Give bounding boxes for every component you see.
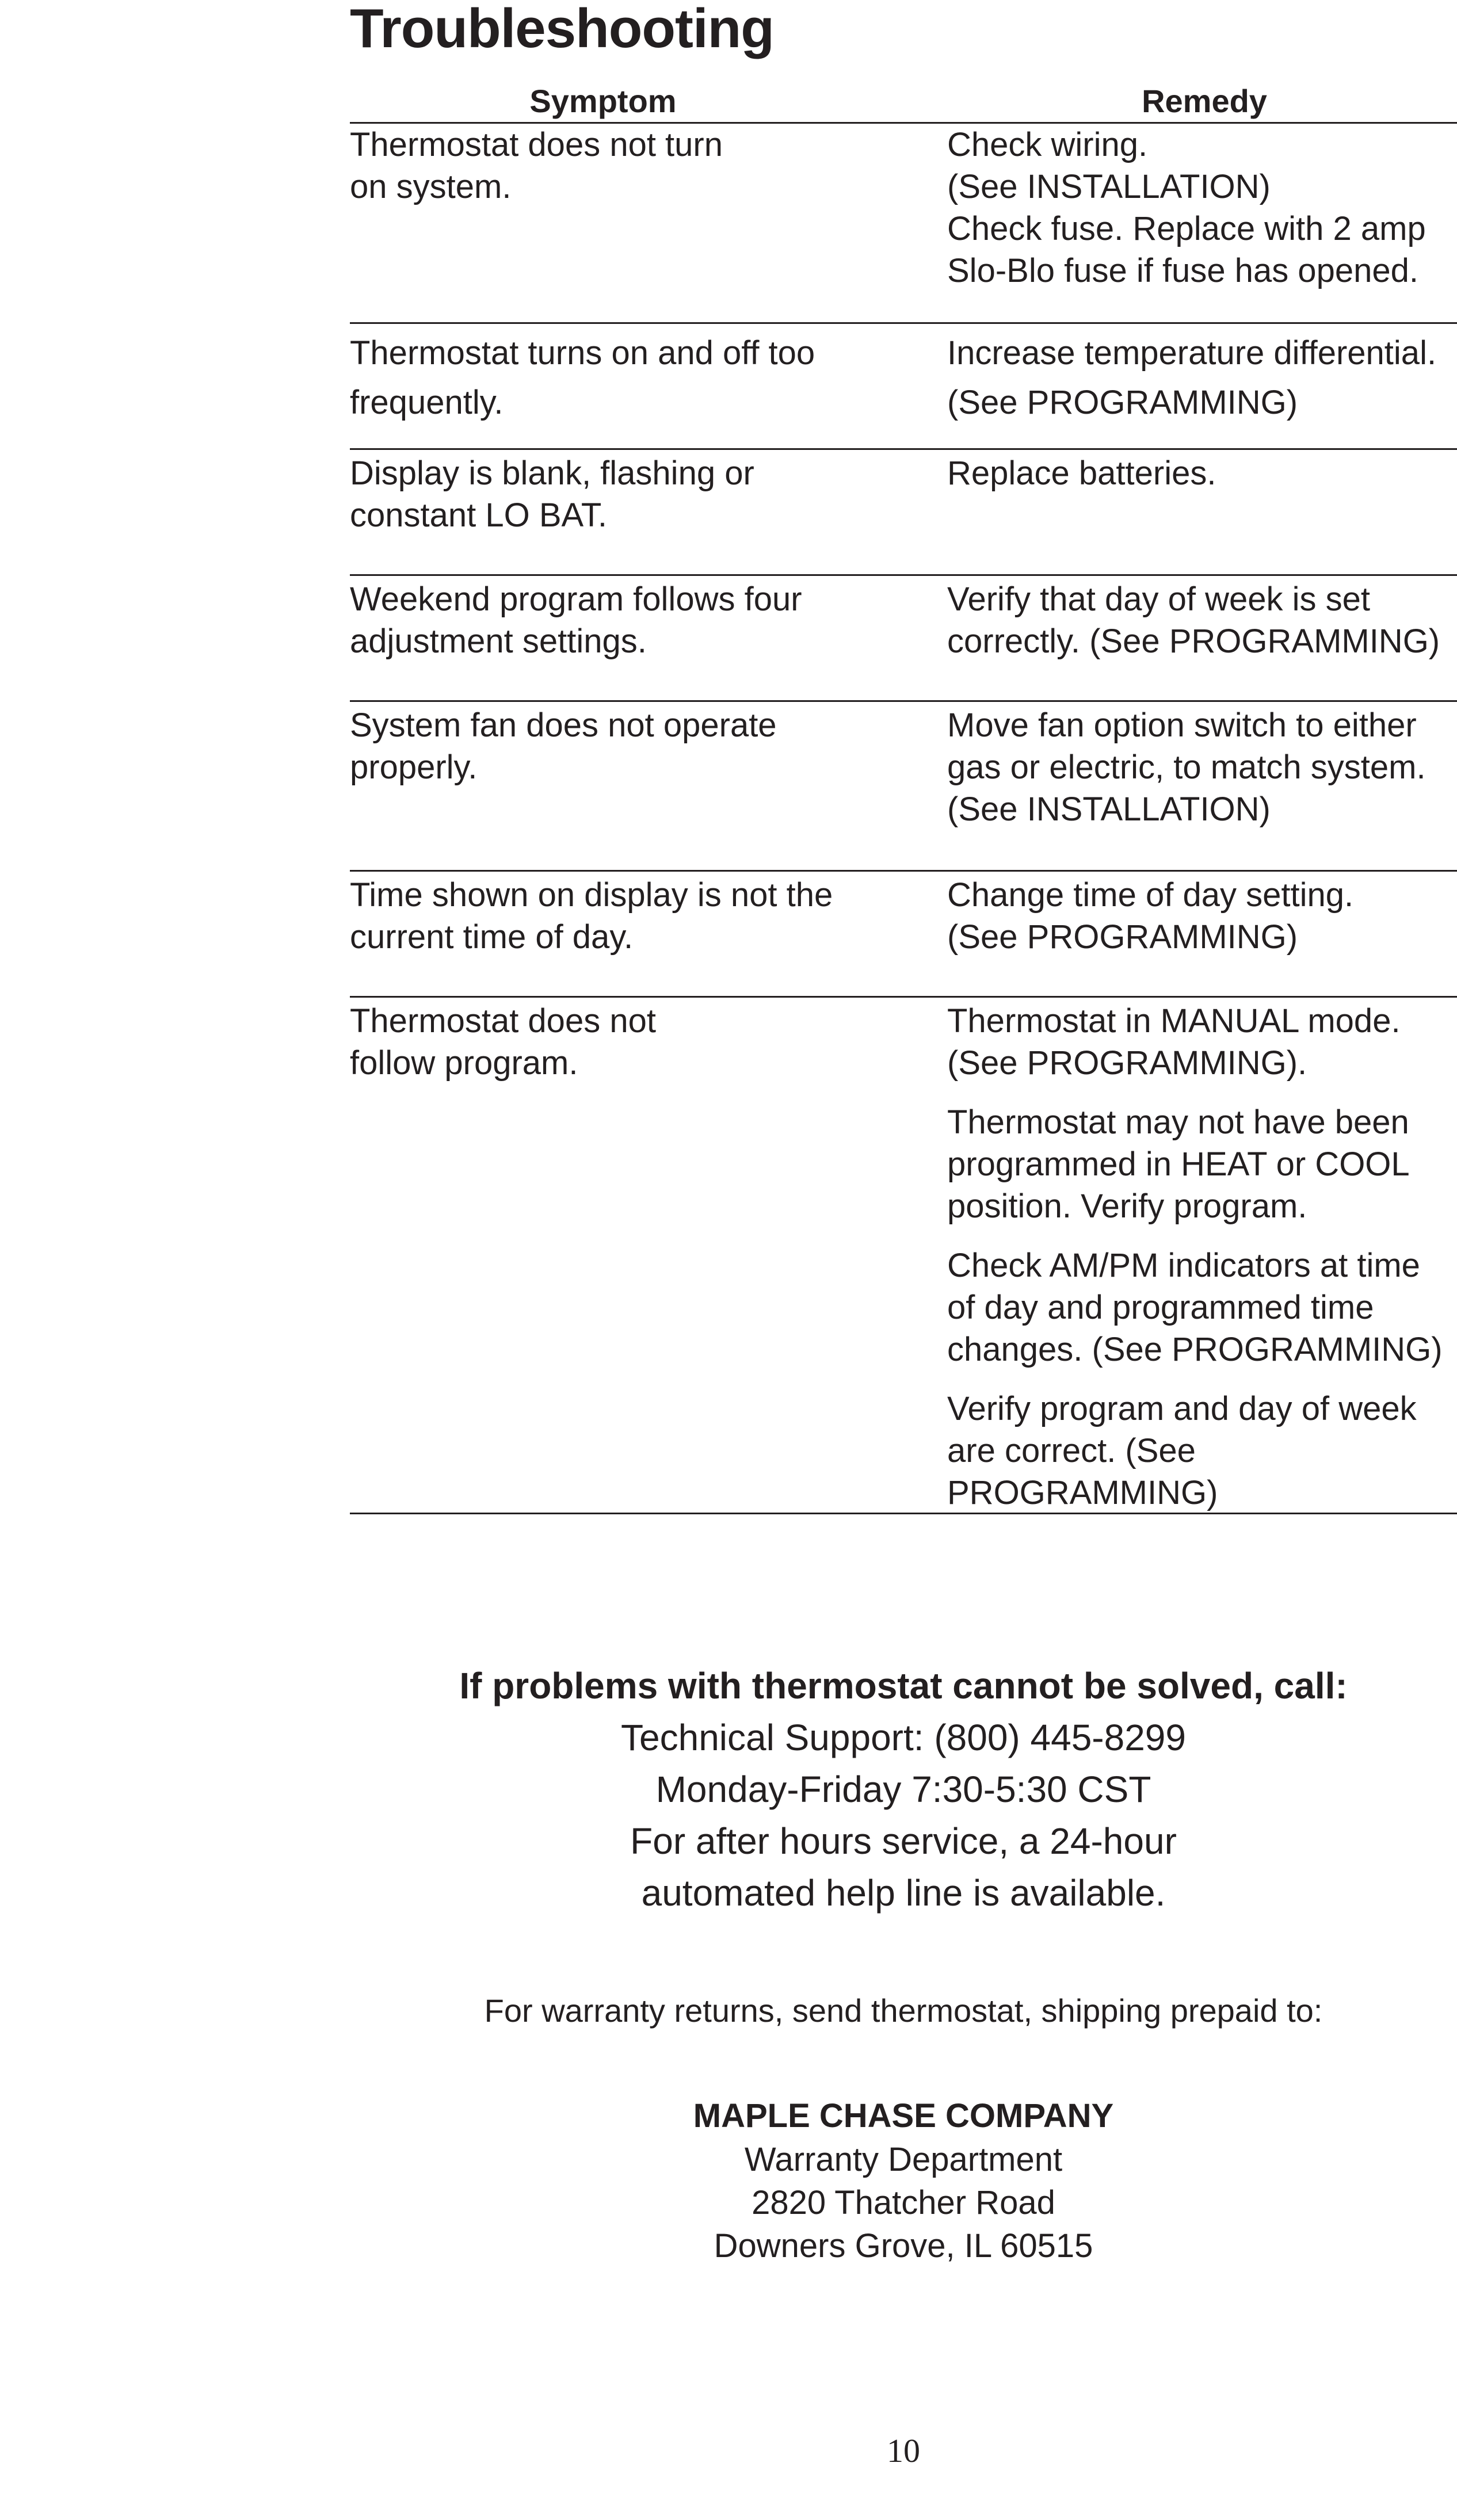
company-name: MAPLE CHASE COMPANY	[693, 2097, 1114, 2135]
support-after-hours-line: For after hours service, a 24-hour	[630, 1820, 1177, 1862]
remedy-text: Verify that day of week is set correctly. (See PROGRAMMING)	[947, 581, 1440, 660]
symptom-text: Time shown on display is not the current time of day.	[350, 876, 833, 956]
address-line: 2820 Thatcher Road	[752, 2184, 1055, 2221]
remedy-cell	[947, 124, 1457, 292]
symptom-text: System fan does not operate properly.	[350, 707, 777, 786]
support-phone-line: Technical Support: (800) 445-8299	[621, 1717, 1186, 1758]
symptom-text: Thermostat does not turn on system.	[350, 126, 723, 205]
table-row	[350, 872, 1457, 998]
remedy-text: Increase temperature differential. (See PROGRAMMING)	[947, 334, 1437, 421]
remedy-text: Move fan option switch to either gas or electric, to match system. (See INSTALLATION)	[947, 707, 1426, 828]
symptom-text: Thermostat does not follow program.	[350, 1002, 656, 1082]
symptom-text: Weekend program follows four adjustment settings.	[350, 581, 802, 660]
remedy-column-header: Remedy	[1142, 83, 1267, 119]
remedy-cell	[947, 329, 1457, 427]
table-row	[350, 998, 1457, 1514]
remedy-text: Verify program and day of week are correct. (See PROGRAMMING)	[947, 1390, 1417, 1511]
company-address	[350, 2138, 1457, 2267]
remedy-text: Check wiring. (See INSTALLATION) Check fuse. Replace with 2 amp Slo-Blo fuse if fuse has opened.	[947, 126, 1426, 289]
symptom-column-header: Symptom	[529, 83, 677, 119]
support-helpline-line: automated help line is available.	[641, 1872, 1166, 1914]
remedy-text: Thermostat in MANUAL mode. (See PROGRAMMING).	[947, 1002, 1401, 1082]
support-contact-block	[350, 1712, 1457, 1919]
remedy-text: Replace batteries.	[947, 455, 1216, 492]
table-row	[350, 450, 1457, 576]
support-hours-line: Monday-Friday 7:30-5:30 CST	[655, 1769, 1151, 1810]
symptom-text: Thermostat turns on and off too frequently.	[350, 334, 815, 421]
page-number: 10	[887, 2432, 920, 2469]
address-line: Warranty Department	[744, 2141, 1063, 2178]
table-row	[350, 702, 1457, 872]
remedy-cell	[947, 578, 1457, 662]
remedy-cell	[947, 874, 1457, 958]
table-row	[350, 324, 1457, 450]
page-title: Troubleshooting	[350, 0, 774, 59]
remedy-cell	[947, 452, 1457, 494]
remedy-cell	[947, 1000, 1457, 1514]
warranty-note: For warranty returns, send thermostat, shipping prepaid to:	[484, 1992, 1323, 2029]
remedy-cell	[947, 704, 1457, 830]
symptom-text: Display is blank, flashing or constant LO BAT.	[350, 455, 754, 534]
table-row	[350, 576, 1457, 702]
address-line: Downers Grove, IL 60515	[714, 2227, 1093, 2265]
support-heading: If problems with thermostat cannot be solved, call:	[459, 1665, 1348, 1706]
table-header	[350, 81, 1457, 124]
remedy-text: Thermostat may not have been programmed in HEAT or COOL position. Verify program.	[947, 1104, 1410, 1225]
remedy-text: Change time of day setting. (See PROGRAMMING)	[947, 876, 1354, 956]
table-row	[350, 124, 1457, 324]
remedy-text: Check AM/PM indicators at time of day and programmed time changes. (See PROGRAMMING)	[947, 1247, 1443, 1368]
